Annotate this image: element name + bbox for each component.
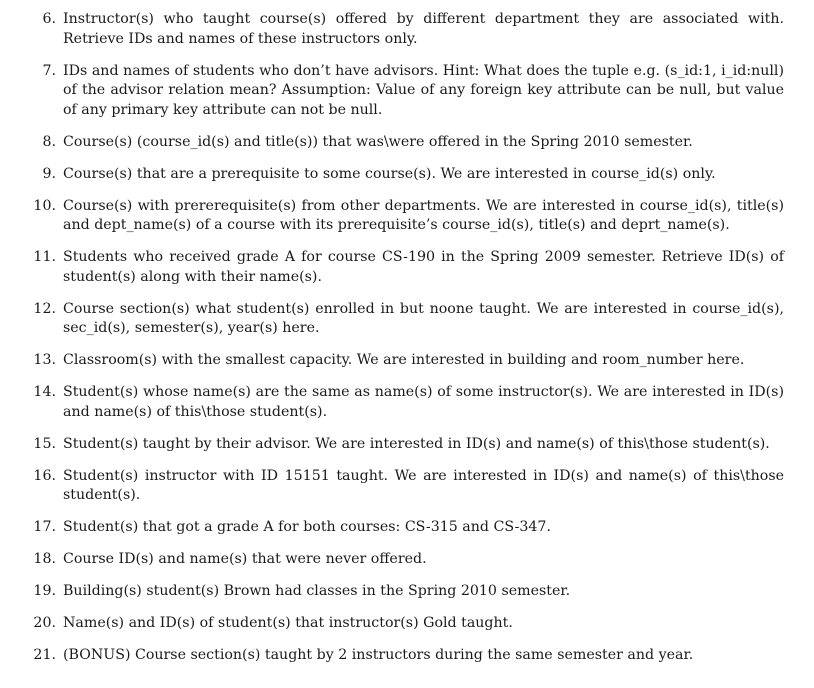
item-text: Student(s) instructor with ID 15151 taught. We are interested in ID(s) and name(s) of this\those student(s).	[63, 467, 784, 503]
item-text: Name(s) and ID(s) of student(s) that instructor(s) Gold taught.	[63, 615, 513, 631]
item-text: Building(s) student(s) Brown had classes in the Spring 2010 semester.	[63, 583, 571, 599]
item-number: 10.	[33, 197, 56, 214]
list-item	[0, 614, 784, 634]
list-item	[0, 351, 784, 371]
list-item	[0, 582, 784, 602]
item-text: Course(s) (course_id(s) and title(s)) that was\were offered in the Spring 2010 semester.	[63, 133, 693, 150]
item-text: Course(s) that are a prerequisite to some course(s). We are interested in course_id(s) only.	[63, 165, 716, 182]
list-item	[0, 197, 784, 236]
list-item	[0, 165, 784, 185]
item-number: 11.	[33, 249, 56, 265]
list-item	[0, 10, 784, 49]
item-text: (BONUS) Course section(s) taught by 2 instructors during the same semester and year.	[63, 647, 694, 663]
item-text: Instructor(s) who taught course(s) offered by different department they are associated with. Retrieve IDs and names of these instructors only.	[63, 11, 784, 47]
item-text: Student(s) whose name(s) are the same as name(s) of some instructor(s). We are interested in ID(s) and name(s) of this\those student(s).	[63, 384, 784, 420]
item-number: 17.	[33, 519, 56, 535]
item-text: Course section(s) what student(s) enrolled in but noone taught. We are interested in course_id(s), sec_id(s), semester(s), year(s) here.	[63, 300, 784, 336]
item-number: 19.	[33, 583, 56, 599]
list-item	[0, 435, 784, 455]
item-number: 14.	[33, 384, 56, 400]
list-item	[0, 248, 784, 287]
item-number: 12.	[33, 300, 56, 317]
list-item	[0, 300, 784, 339]
item-text: Student(s) taught by their advisor. We are interested in ID(s) and name(s) of this\those student(s).	[63, 435, 770, 452]
item-text: Course(s) with prererequisite(s) from other departments. We are interested in course_id(s), title(s) and dept_name(s) of a course with its prerequisite’s course_id(s), title(s) and deprt_name(s).	[63, 197, 784, 233]
list-item	[0, 467, 784, 506]
item-number: 9.	[42, 165, 56, 182]
item-text: Students who received grade A for course CS-190 in the Spring 2009 semester. Retrieve ID(s) of student(s) along with their name(s).	[63, 249, 784, 285]
list-item	[0, 133, 784, 153]
item-text: Classroom(s) with the smallest capacity. We are interested in building and room_number here.	[63, 352, 745, 368]
list-item	[0, 646, 784, 666]
item-text: Student(s) that got a grade A for both courses: CS-315 and CS-347.	[63, 519, 551, 535]
item-number: 6.	[42, 11, 56, 27]
item-number: 16.	[33, 467, 56, 484]
list-item	[0, 518, 784, 538]
item-number: 7.	[42, 62, 56, 79]
item-number: 8.	[42, 133, 56, 150]
item-number: 20.	[33, 615, 56, 631]
list-item	[0, 62, 784, 121]
item-text: Course ID(s) and name(s) that were never offered.	[63, 551, 427, 567]
item-number: 13.	[33, 352, 56, 368]
item-number: 15.	[33, 435, 56, 452]
list-item	[0, 383, 784, 422]
item-number: 21.	[33, 647, 56, 663]
list-item	[0, 550, 784, 570]
item-text: IDs and names of students who don’t have advisors. Hint: What does the tuple e.g. (s_id:1, i_id:null) of the advisor relation mean? Assumption: Value of any foreign key attribute can be null, but value of any primary key attribute can not be null.	[63, 62, 784, 118]
item-number: 18.	[33, 551, 56, 567]
